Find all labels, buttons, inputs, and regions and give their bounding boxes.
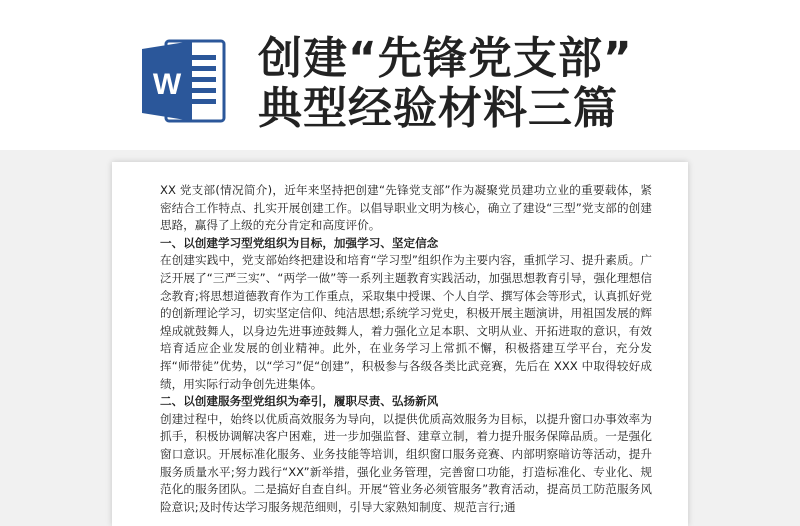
section-heading-1: 一、以创建学习型党组织为目标，加强学习、坚定信念 (160, 235, 439, 250)
document-page (112, 162, 688, 526)
section-heading-2: 二、以创建服务型党组织为牵引，履职尽责、弘扬新风 (160, 394, 439, 409)
document-body (160, 182, 652, 516)
section-1-paragraph: 在创建实践中，党支部始终把建设和培育“学习型”组织作为主要内容，重抓学习、提升素质。广泛开展了“三严三实”、“两学一做”等一系列主题教育实践活动，加强思想教育引导，强化理想信念教育;将思想道德教育作为工作重点，采取集中授课、个人自学、撰写体会等形式，认真抓好党的创新理论学习，切实坚定信仰、纯洁思想;系统学习党史，积极开展主题演讲，用祖国发展的辉煌成就鼓舞人，以身边先进事迹鼓舞人，着力强化立足本职、文明从业、开拓进取的意识，有效培育适应企业发展的创业精神。此外，在业务学习上常抓不懈，积极搭建互学平台，充分发挥“师带徒”优势，以“学习”促“创建”，积极参与各级各类比武竞赛，先后在 XXX 中取得较好成绩，用实际行动争创先进集体。 (160, 253, 652, 391)
document-title-line-1: 创建“先锋党支部” (258, 33, 633, 84)
header (0, 0, 800, 150)
document-title-line-2: 典型经验材料三篇 (258, 83, 618, 134)
word-doc-icon (138, 35, 230, 127)
intro-paragraph: XX 党支部(情况简介)，近年来坚持把创建“先锋党支部”作为凝聚党员建功立业的重要载体，紧密结合工作特点、扎实开展创建工作。以倡导职业文明为核心，确立了建设“三型”党支部的创建思路，赢得了上级的充分肯定和高度评价。 (160, 183, 652, 233)
svg-text:W: W (152, 68, 182, 101)
section-2-paragraph: 创建过程中，始终以优质高效服务为导向，以提供优质高效服务为目标，以提升窗口办事效率为抓手，积极协调解决客户困难，进一步加强监督、建章立制，着力提升服务保障品质。一是强化窗口意识。开展标准化服务、业务技能等培训，组织窗口服务竞赛、内部明察暗访等活动，提升服务质量水平;努力践行“XX”新举措，强化业务管理，完善窗口功能，打造标准化、专业化、规范化的服务团队。二是搞好自查自纠。开展“管业务必须管服务”教育活动，提高员工防范服务风险意识;及时传达学习服务规范细则，引导大家熟知制度、规范言行;通 (160, 411, 652, 514)
